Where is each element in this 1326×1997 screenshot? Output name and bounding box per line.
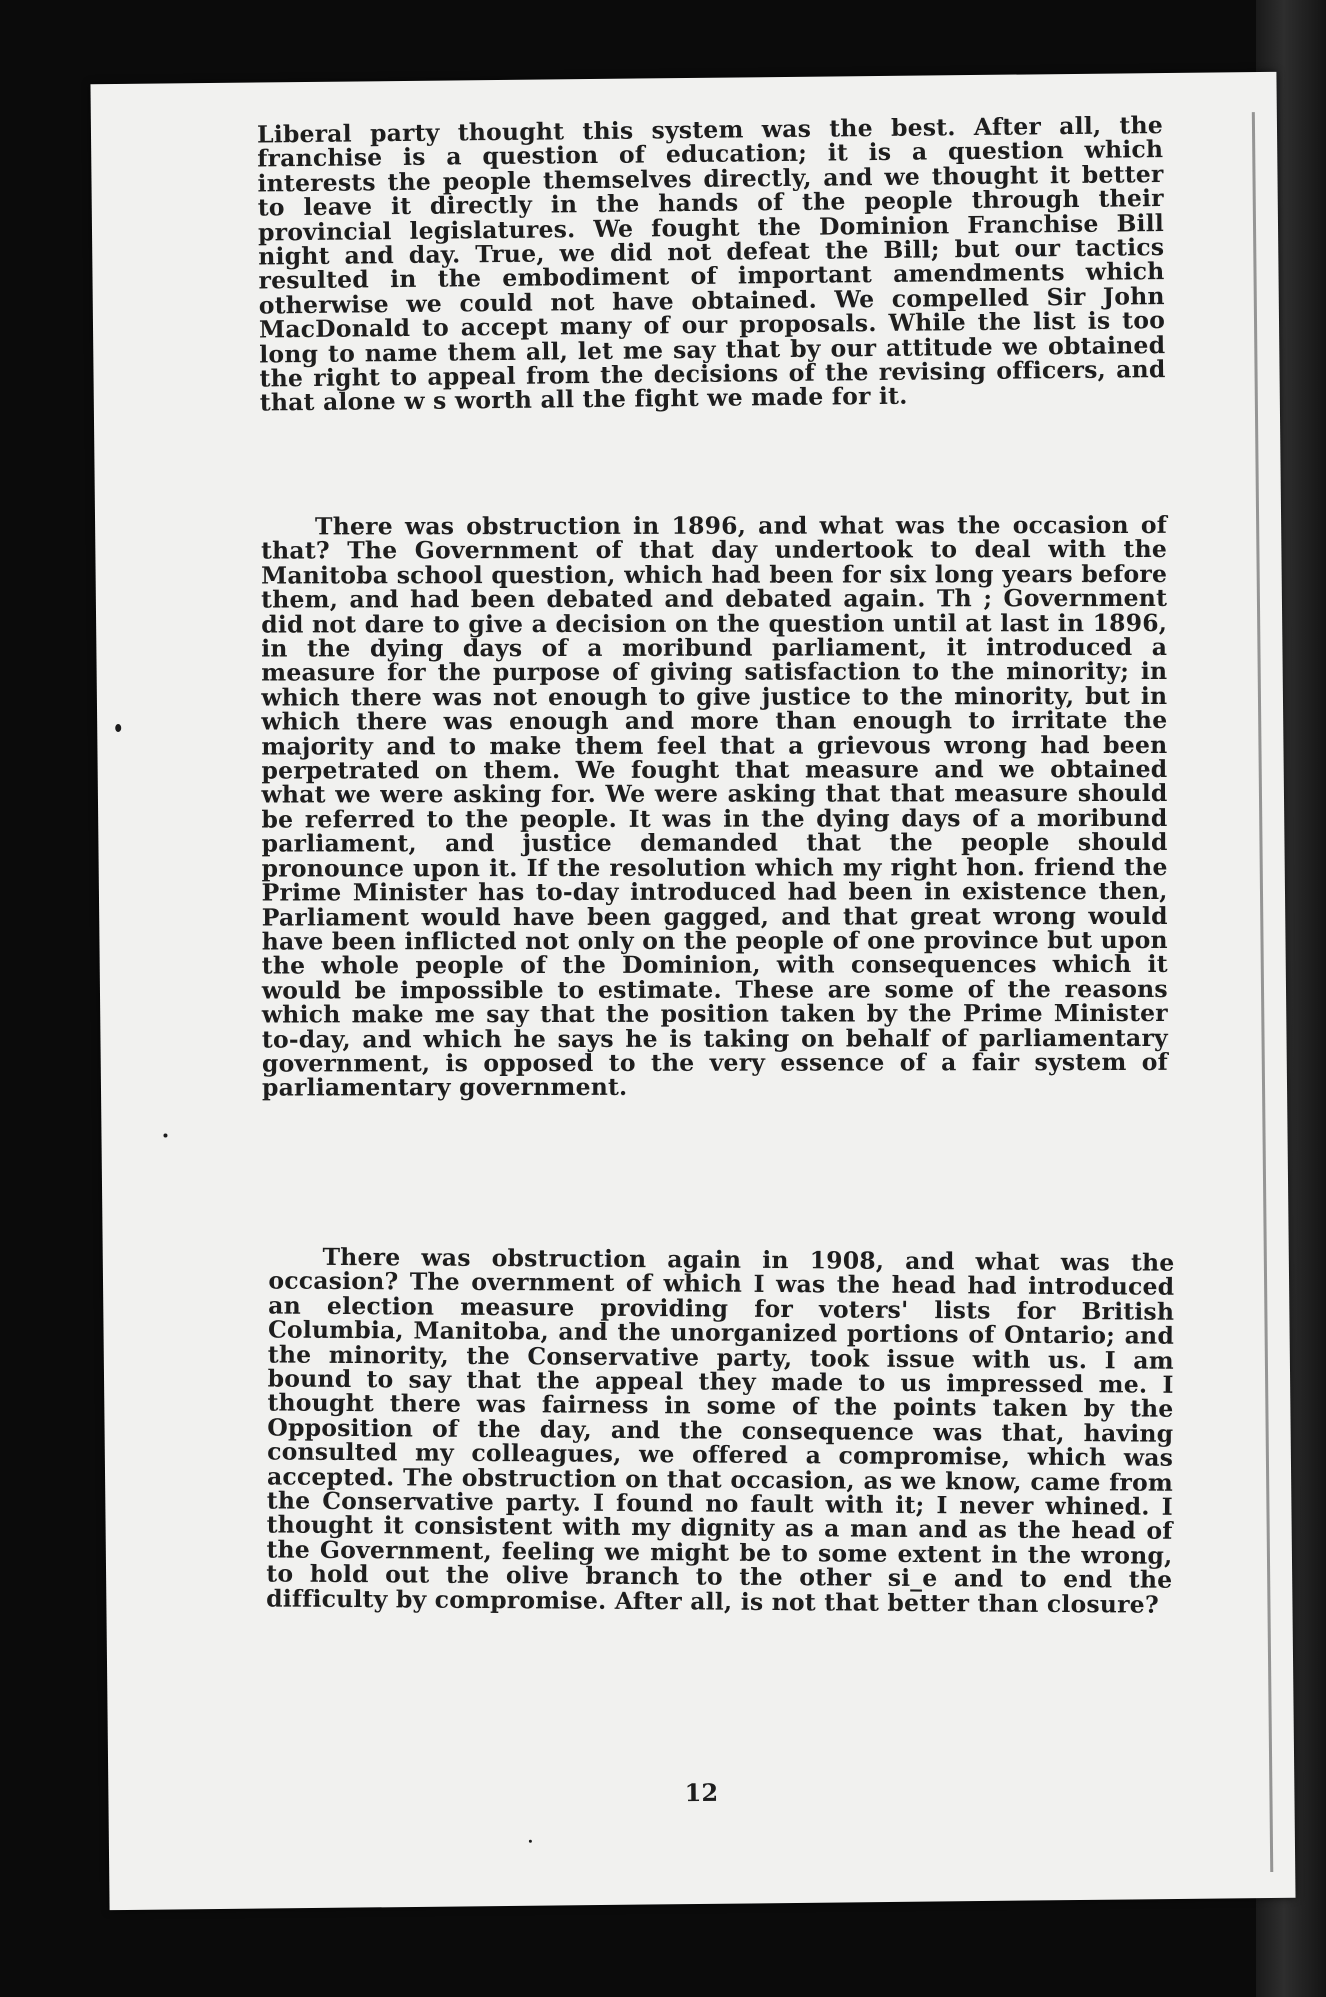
paragraph-3: There was obstruction again in 1908, and what was the occasion? The overnment of which I was the head had introduced an election measure providing for voters' lists for British Columbia, Manitoba, and the unorganized portions of Ontario; and the minority, the Conservative party, took issue with us. I am bound to say that the appeal they made to us impressed me. I thought there was fairness in some of the points taken by the Opposition of the day, and the consequence was that, having consulted my colleagues, we offered a compromise, which was accepted. The obstruction on that occasion, as we know, came from the Conservative party. I found no fault with it; I never whined. I thought it consistent with my dignity as a man and as the head of the Government, feeling we might be to some extent in the wrong, to hold out the olive branch to the other si_e and to end the difficulty by compromise. After all, is not that better than closure? (266, 1242, 1175, 1619)
paragraph-2-container (261, 510, 1168, 1102)
paragraph-1-container (257, 113, 1166, 415)
scan-speck (529, 1840, 532, 1843)
scan-speck (163, 1134, 167, 1138)
scan-speck (115, 724, 121, 732)
paragraph-1: Liberal party thought this system was the best. After all, the franchise is a question of education; it is a question which interests the people themselves directly, and we thought it better to leave it directly in the hands of the people through their provincial legislatures. We fought the Dominion Franchise Bill night and day. True, we did not defeat the Bill; but our tactics resulted in the embodiment of important amendments which otherwise we could not have obtained. We compelled Sir John MacDonald to accept many of our proposals. While the list is too long to name them all, let me say that by our attitude we obtained the right to appeal from the decisions of the revising officers, and that alone w s worth all the fight we made for it. (256, 111, 1166, 417)
paragraph-2: There was obstruction in 1896, and what was the occasion of that? The Government of that day undertook to deal with the Manitoba school question, which had been for six long years before them, and had been debated and debated again. Th ; Government did not dare to give a decision on the question until at last in 1896, in the dying days of a moribund parliament, it introduced a measure for the purpose of giving satisfaction to the minority; in which there was not enough to give justice to the minority, but in which there was enough and more than enough to irritate the majority and to make them feel that a grievous wrong had been perpetrated on them. We fought that measure and we obtained what we were asking for. We were asking that that measure should be referred to the people. It was in the dying days of a moribund parliament, and justice demanded that the people should pronounce upon it. If the resolution which my right hon. friend the Prime Minister has to-day introduced had been in existence then, Parliament would have been gagged, and that great wrong would have been inflicted not only on the people of one province but upon the whole people of the Dominion, with consequences which it would be impossible to estimate. These are some of the reasons which make me say that the position taken by the Prime Minister to-day, and which he says he is taking on behalf of parliamentary government, is opposed to the very essence of a fair system of parliamentary government. (261, 510, 1168, 1102)
document-page (90, 72, 1295, 1910)
page-number: 12 (684, 1777, 719, 1808)
paragraph-3-container (266, 1242, 1175, 1619)
